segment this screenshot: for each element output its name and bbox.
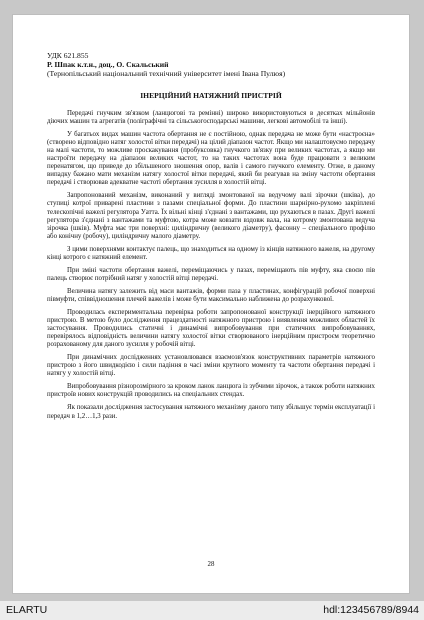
article-title: ІНЕРЦІЙНИЙ НАТЯЖНИЙ ПРИСТРІЙ bbox=[140, 91, 282, 100]
paragraph: Проводилась експериментальна перевірка роботи запропонованої конструкції інерційного натяжного пристрою. В метою було дослідження працездатності натяжного пристрою і виявлення можливих областей їх застосування. Проводились статичні і динамічні випробовування при статичних випробовуваннях, перевірялось відповідність величини натягу холостої вітки створюваного інерційним пристроєм теоретично розрахованому для даного зусилля у робочій вітці. bbox=[47, 308, 375, 349]
udk-code: УДК 621.855 bbox=[47, 51, 89, 60]
paragraph: Випробовування різнорозмірного за кроком ланок ланцюга із зубчими зірочок, а також роботи натяжних пристроїв нових конструкцій проводились на спеціальних стендах. bbox=[47, 383, 375, 399]
paragraph: Передачі гнучким зв'язком (ланцюгові та ремінні) широко використовуються в десятках мільйонів діючих машин та агрегатів (поліграфічні та сільськогосподарські машини, легкові автомобілі та інші). bbox=[47, 110, 375, 126]
paragraph: При динамічних дослідженнях установлювався взаємозв'язок конструктивних параметрів натяжного пристрою з його швидкодією і сили падіння в часі зміни крутного моменту та частоти обертання передачі і натягу у холостій вітці. bbox=[47, 354, 375, 378]
paragraph: При зміні частоти обертання важелі, переміщаючись у пазах, переміщають пів муфту, яка своєю пів палець створює потрібний натяг у холостій вітці передачі. bbox=[47, 266, 375, 282]
authors: Р. Шпак к.т.н., доц., О. Скальський bbox=[47, 60, 169, 69]
affiliation: (Тернопільський національний технічний університет імені Івана Пулюя) bbox=[47, 69, 286, 78]
paragraph: З цими поверхнями контактує палець, що знаходиться на одному із кінців натяжного важеля, на другому кінці котрого є натяжний елемент. bbox=[47, 245, 375, 261]
document-page bbox=[12, 14, 410, 594]
paragraph: Як показали дослідження застосування натяжного механізму даного типу збільшує термін експлуатації і передач в 1,2…1,3 рази. bbox=[47, 404, 375, 420]
paragraph: Запропонований механізм, виконаний у вигляді змонтованої на ведучому валі зірочки (шківа), до ступиці котрої приварені пластини з пазами спеціальної форми. До пластини шарнірно-рухомо закріплені телескопічні важелі регулятора Уатта. Їх вільні кінці з'єднані з вантажами, що рухаються в пазах. Другі важелі регулятора з'єднані з вантажами та муфтою, котра може ковзати вздовж вала, на котрому змонтована ведуча зірочка (шків). Муфта має три поверхні: циліндричну (великого діаметру), фасонну – спеціального профілю або конічну (робочу), циліндричну малого діаметру. bbox=[47, 192, 375, 240]
paragraph: Величина натягу залежить від маси вантажів, форми паза у пластинах, конфігурацій робочої поверхні півмуфти, співвідношення плечей важелів і може бути максимально наближена до розрахункової. bbox=[47, 287, 375, 303]
repository-name[interactable]: ELARTU bbox=[6, 604, 48, 616]
viewer-footer-bar bbox=[0, 601, 424, 620]
paragraph: У багатьох видах машин частота обертання не є постійною, однак передача не може бути «настроєна» (створено відповідно натяг холостої вітки передачі) на цілий діапазон частот. Якщо ми налаштовуємо передачу на малі частоти, то можливе проскакування (пробуксовка) гнучкого зв'язку при великих частотах, а якщо ми настроїти передачу на діапазон великих частот, то на таких частотах вона буде працювати з великим перенатягом, що приведе до збільшеного зношення опор, валів і самого гнучкого елементу. Отже, в даному випадку бажано мати механізм натягу холостої вітки передачі, який би реагував на зміну частоти обертання передачі і створював адекватне частоті обертання зусилля в холостій вітці. bbox=[47, 131, 375, 187]
page-number: 28 bbox=[207, 561, 215, 568]
handle-identifier[interactable]: hdl:123456789/8944 bbox=[323, 604, 419, 616]
